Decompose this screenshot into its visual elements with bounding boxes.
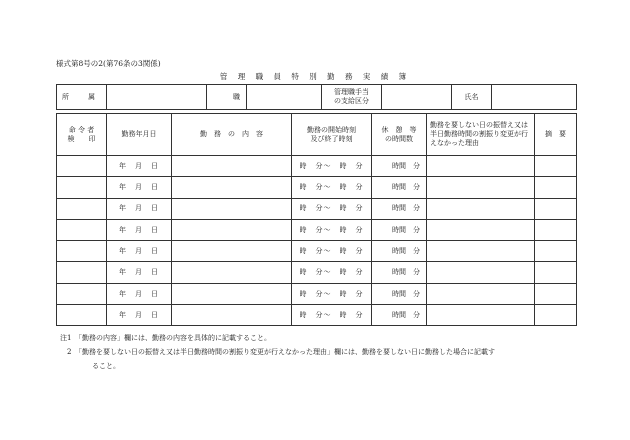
table-row bbox=[57, 283, 577, 304]
allowance-label-line2: の支給区分 bbox=[334, 97, 369, 105]
affiliation-label: 所 属 bbox=[57, 85, 107, 110]
orderer-seal-cell[interactable] bbox=[57, 198, 107, 219]
reason-cell[interactable] bbox=[427, 241, 535, 262]
col-reason: 勤務を要しない日の振替え又は半日勤務時間の割振り変更が行えなかった理由 bbox=[427, 114, 535, 156]
reason-cell[interactable] bbox=[427, 198, 535, 219]
date-cell[interactable]: 年 月 日 bbox=[107, 241, 172, 262]
allowance-field[interactable] bbox=[382, 85, 452, 110]
orderer-seal-cell[interactable] bbox=[57, 241, 107, 262]
header-table bbox=[56, 84, 577, 110]
date-cell[interactable]: 年 月 日 bbox=[107, 219, 172, 240]
reason-cell[interactable] bbox=[427, 262, 535, 283]
col-orderer-line2: 検 印 bbox=[67, 134, 96, 143]
content-cell[interactable] bbox=[172, 156, 292, 177]
orderer-seal-cell[interactable] bbox=[57, 305, 107, 326]
rest-cell[interactable]: 時間 分 bbox=[372, 219, 427, 240]
table-row bbox=[57, 305, 577, 326]
post-field[interactable] bbox=[247, 85, 322, 110]
remarks-cell[interactable] bbox=[535, 198, 577, 219]
date-cell[interactable]: 年 月 日 bbox=[107, 177, 172, 198]
rest-cell[interactable]: 時間 分 bbox=[372, 156, 427, 177]
form-number: 様式第8号の2(第76条の3関係) bbox=[56, 59, 161, 68]
rest-cell[interactable]: 時間 分 bbox=[372, 305, 427, 326]
time-cell[interactable]: 時 分～ 時 分 bbox=[292, 219, 372, 240]
col-rest-line1: 休 憩 等 bbox=[381, 125, 417, 134]
reason-cell[interactable] bbox=[427, 156, 535, 177]
reason-cell[interactable] bbox=[427, 177, 535, 198]
rest-cell[interactable]: 時間 分 bbox=[372, 283, 427, 304]
col-start-end-line1: 勤務の開始時刻 bbox=[307, 125, 356, 134]
table-row bbox=[57, 198, 577, 219]
table-row bbox=[57, 156, 577, 177]
remarks-cell[interactable] bbox=[535, 177, 577, 198]
orderer-seal-cell[interactable] bbox=[57, 219, 107, 240]
rest-cell[interactable]: 時間 分 bbox=[372, 177, 427, 198]
col-orderer bbox=[57, 114, 107, 156]
col-remarks: 摘 要 bbox=[535, 114, 577, 156]
col-work-content: 勤 務 の 内 容 bbox=[172, 114, 292, 156]
date-cell[interactable]: 年 月 日 bbox=[107, 156, 172, 177]
remarks-cell[interactable] bbox=[535, 156, 577, 177]
reason-cell[interactable] bbox=[427, 219, 535, 240]
time-cell[interactable]: 時 分～ 時 分 bbox=[292, 177, 372, 198]
note-1: 注1 「勤務の内容」欄には、勤務の内容を具体的に記載すること。 bbox=[60, 334, 271, 342]
remarks-cell[interactable] bbox=[535, 241, 577, 262]
rest-cell[interactable]: 時間 分 bbox=[372, 198, 427, 219]
col-start-end bbox=[292, 114, 372, 156]
date-cell[interactable]: 年 月 日 bbox=[107, 305, 172, 326]
orderer-seal-cell[interactable] bbox=[57, 262, 107, 283]
col-rest-line2: の時間数 bbox=[385, 134, 413, 143]
allowance-label bbox=[322, 85, 382, 110]
time-cell[interactable]: 時 分～ 時 分 bbox=[292, 305, 372, 326]
orderer-seal-cell[interactable] bbox=[57, 156, 107, 177]
note-2-line1: 2 「勤務を要しない日の振替え又は半日勤務時間の割振り変更が行えなかった理由」欄には、勤務を要しない日に勤務した場合に記載す bbox=[60, 348, 495, 356]
remarks-cell[interactable] bbox=[535, 262, 577, 283]
time-cell[interactable]: 時 分～ 時 分 bbox=[292, 198, 372, 219]
document-title: 管 理 職 員 特 別 勤 務 実 績 簿 bbox=[219, 72, 411, 81]
remarks-cell[interactable] bbox=[535, 283, 577, 304]
table-row bbox=[57, 241, 577, 262]
time-cell[interactable]: 時 分～ 時 分 bbox=[292, 262, 372, 283]
allowance-label-line1: 管理職手当 bbox=[334, 88, 369, 97]
date-cell[interactable]: 年 月 日 bbox=[107, 198, 172, 219]
orderer-seal-cell[interactable] bbox=[57, 177, 107, 198]
notes bbox=[60, 331, 580, 373]
remarks-cell[interactable] bbox=[535, 305, 577, 326]
content-cell[interactable] bbox=[172, 198, 292, 219]
table-row bbox=[57, 177, 577, 198]
date-cell[interactable]: 年 月 日 bbox=[107, 283, 172, 304]
reason-cell[interactable] bbox=[427, 283, 535, 304]
content-cell[interactable] bbox=[172, 305, 292, 326]
name-field[interactable] bbox=[492, 85, 577, 110]
table-row bbox=[57, 262, 577, 283]
content-cell[interactable] bbox=[172, 177, 292, 198]
content-cell[interactable] bbox=[172, 262, 292, 283]
orderer-seal-cell[interactable] bbox=[57, 283, 107, 304]
rest-cell[interactable]: 時間 分 bbox=[372, 241, 427, 262]
time-cell[interactable]: 時 分～ 時 分 bbox=[292, 283, 372, 304]
content-cell[interactable] bbox=[172, 219, 292, 240]
col-work-date: 勤務年月日 bbox=[107, 114, 172, 156]
affiliation-field[interactable] bbox=[107, 85, 207, 110]
col-orderer-line1: 命 令 者 bbox=[68, 125, 95, 134]
remarks-cell[interactable] bbox=[535, 219, 577, 240]
col-rest bbox=[372, 114, 427, 156]
reason-cell[interactable] bbox=[427, 305, 535, 326]
content-cell[interactable] bbox=[172, 241, 292, 262]
post-label: 職 bbox=[207, 85, 247, 110]
record-table bbox=[56, 113, 577, 326]
time-cell[interactable]: 時 分～ 時 分 bbox=[292, 241, 372, 262]
table-row bbox=[57, 219, 577, 240]
name-label: 氏名 bbox=[452, 85, 492, 110]
content-cell[interactable] bbox=[172, 283, 292, 304]
rest-cell[interactable]: 時間 分 bbox=[372, 262, 427, 283]
note-2-line2: ること。 bbox=[92, 362, 120, 370]
col-start-end-line2: 及び終了時刻 bbox=[310, 134, 353, 143]
time-cell[interactable]: 時 分～ 時 分 bbox=[292, 156, 372, 177]
date-cell[interactable]: 年 月 日 bbox=[107, 262, 172, 283]
